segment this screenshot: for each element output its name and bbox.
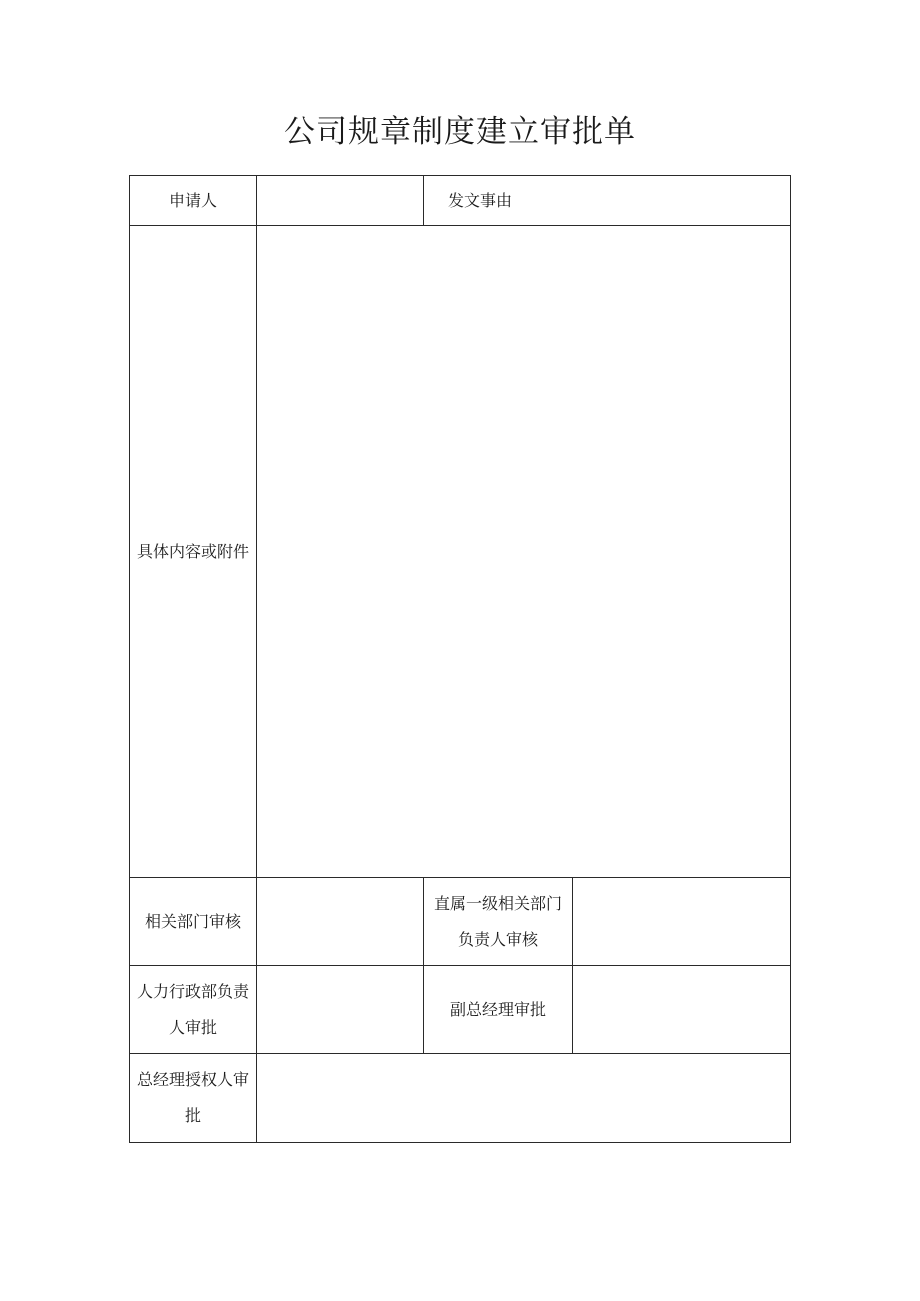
content-label-cell (130, 226, 257, 878)
direct-head-review-label: 直属一级相关部门负责人审核 (433, 893, 562, 949)
applicant-label-cell (130, 176, 257, 226)
page-title: 公司规章制度建立审批单 (284, 114, 636, 150)
content-field[interactable] (257, 226, 791, 878)
gm-approval-field[interactable] (257, 1054, 791, 1143)
dept-review-field[interactable] (257, 878, 424, 966)
content-row (130, 226, 791, 878)
gm-approval-row (130, 1054, 791, 1143)
deputy-gm-approval-label-cell (424, 966, 573, 1054)
dept-review-label-cell (130, 878, 257, 966)
applicant-field[interactable] (257, 176, 424, 226)
subject-cell[interactable] (424, 176, 791, 226)
hr-approval-row (130, 966, 791, 1054)
content-label: 具体内容或附件 (136, 541, 249, 561)
approval-form-table (129, 175, 791, 1143)
direct-head-review-field[interactable] (573, 878, 791, 966)
deputy-gm-approval-label: 副总经理审批 (449, 999, 546, 1019)
gm-approval-label-cell (130, 1054, 257, 1143)
applicant-row (130, 176, 791, 226)
hr-head-approval-label: 人力行政部负责人审批 (136, 981, 249, 1037)
direct-head-review-label-cell (424, 878, 573, 966)
applicant-label: 申请人 (168, 190, 217, 210)
dept-review-label: 相关部门审核 (144, 911, 241, 931)
gm-approval-label: 总经理授权人审批 (136, 1070, 249, 1125)
deputy-gm-approval-field[interactable] (573, 966, 791, 1054)
hr-head-approval-label-cell (130, 966, 257, 1054)
dept-review-row (130, 878, 791, 966)
subject-label: 发文事由 (448, 190, 513, 210)
hr-head-approval-field[interactable] (257, 966, 424, 1054)
